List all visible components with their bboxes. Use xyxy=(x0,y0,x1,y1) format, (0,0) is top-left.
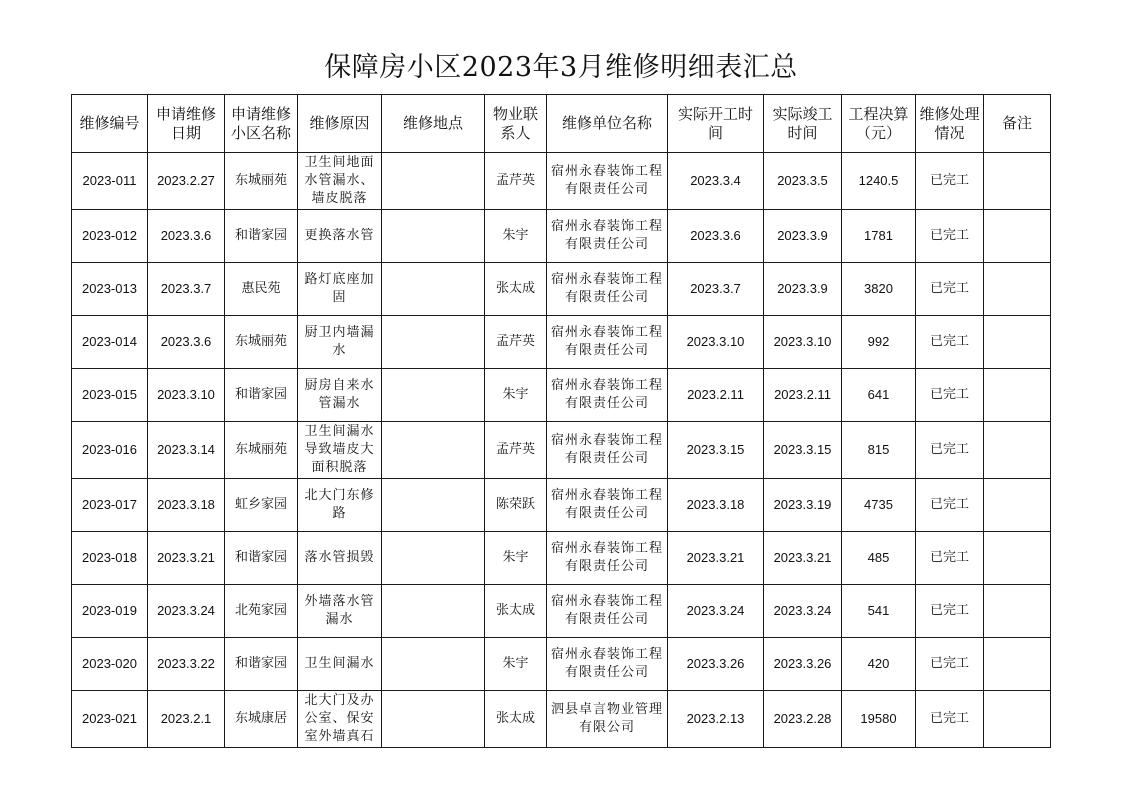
cell-community: 惠民苑 xyxy=(225,263,298,316)
table-body xyxy=(72,153,1051,748)
cell-contact: 朱宇 xyxy=(485,532,547,585)
cell-id: 2023-017 xyxy=(72,479,148,532)
cell-unit: 宿州永春装饰工程有限责任公司 xyxy=(547,316,668,369)
cell-note xyxy=(984,210,1051,263)
cell-location xyxy=(382,263,485,316)
cell-community: 和谐家园 xyxy=(225,532,298,585)
cell-status: 已完工 xyxy=(916,369,984,422)
cell-status: 已完工 xyxy=(916,422,984,479)
cell-unit: 泗县卓言物业管理有限公司 xyxy=(547,691,668,748)
cell-apply-date: 2023.3.21 xyxy=(148,532,225,585)
cell-apply-date: 2023.3.18 xyxy=(148,479,225,532)
cell-status: 已完工 xyxy=(916,479,984,532)
cell-apply-date: 2023.3.10 xyxy=(148,369,225,422)
cell-contact: 朱宇 xyxy=(485,210,547,263)
cell-cost: 3820 xyxy=(842,263,916,316)
cell-status: 已完工 xyxy=(916,585,984,638)
cell-start: 2023.3.7 xyxy=(668,263,764,316)
cell-community: 东城丽苑 xyxy=(225,422,298,479)
cell-reason: 北大门及办公室、保安室外墙真石 xyxy=(298,691,382,748)
cell-start: 2023.3.10 xyxy=(668,316,764,369)
cell-status: 已完工 xyxy=(916,691,984,748)
cell-unit: 宿州永春装饰工程有限责任公司 xyxy=(547,638,668,691)
cell-reason: 北大门东修路 xyxy=(298,479,382,532)
cell-unit: 宿州永春装饰工程有限责任公司 xyxy=(547,422,668,479)
cell-apply-date: 2023.3.22 xyxy=(148,638,225,691)
cell-contact: 张太成 xyxy=(485,263,547,316)
table-row xyxy=(72,691,1051,748)
cell-reason: 外墙落水管漏水 xyxy=(298,585,382,638)
cell-cost: 815 xyxy=(842,422,916,479)
cell-location xyxy=(382,691,485,748)
cell-start: 2023.3.26 xyxy=(668,638,764,691)
cell-end: 2023.3.24 xyxy=(764,585,842,638)
cell-end: 2023.3.9 xyxy=(764,263,842,316)
header-cell-status: 维修处理情况 xyxy=(916,95,984,153)
cell-community: 东城康居 xyxy=(225,691,298,748)
cell-id: 2023-020 xyxy=(72,638,148,691)
cell-id: 2023-018 xyxy=(72,532,148,585)
header-cell-end: 实际竣工时间 xyxy=(764,95,842,153)
cell-unit: 宿州永春装饰工程有限责任公司 xyxy=(547,532,668,585)
cell-start: 2023.2.11 xyxy=(668,369,764,422)
maintenance-table xyxy=(71,94,1051,748)
cell-apply-date: 2023.3.14 xyxy=(148,422,225,479)
cell-note xyxy=(984,638,1051,691)
cell-id: 2023-014 xyxy=(72,316,148,369)
header-cell-start: 实际开工时间 xyxy=(668,95,764,153)
header-cell-unit: 维修单位名称 xyxy=(547,95,668,153)
cell-contact: 孟芹英 xyxy=(485,153,547,210)
cell-start: 2023.3.15 xyxy=(668,422,764,479)
cell-id: 2023-013 xyxy=(72,263,148,316)
cell-reason: 落水管损毁 xyxy=(298,532,382,585)
cell-status: 已完工 xyxy=(916,153,984,210)
cell-reason: 卫生间漏水 xyxy=(298,638,382,691)
cell-contact: 张太成 xyxy=(485,585,547,638)
table-row xyxy=(72,585,1051,638)
cell-end: 2023.3.15 xyxy=(764,422,842,479)
cell-cost: 420 xyxy=(842,638,916,691)
cell-unit: 宿州永春装饰工程有限责任公司 xyxy=(547,210,668,263)
cell-cost: 4735 xyxy=(842,479,916,532)
cell-note xyxy=(984,532,1051,585)
cell-end: 2023.2.28 xyxy=(764,691,842,748)
cell-end: 2023.3.26 xyxy=(764,638,842,691)
cell-unit: 宿州永春装饰工程有限责任公司 xyxy=(547,263,668,316)
table-row xyxy=(72,263,1051,316)
cell-location xyxy=(382,369,485,422)
cell-note xyxy=(984,369,1051,422)
cell-end: 2023.3.21 xyxy=(764,532,842,585)
cell-unit: 宿州永春装饰工程有限责任公司 xyxy=(547,369,668,422)
cell-contact: 孟芹英 xyxy=(485,316,547,369)
cell-id: 2023-016 xyxy=(72,422,148,479)
cell-id: 2023-011 xyxy=(72,153,148,210)
header-cell-apply-date: 申请维修日期 xyxy=(148,95,225,153)
cell-community: 和谐家园 xyxy=(225,369,298,422)
cell-contact: 张太成 xyxy=(485,691,547,748)
cell-community: 虹乡家园 xyxy=(225,479,298,532)
cell-location xyxy=(382,210,485,263)
cell-cost: 19580 xyxy=(842,691,916,748)
cell-unit: 宿州永春装饰工程有限责任公司 xyxy=(547,153,668,210)
cell-note xyxy=(984,153,1051,210)
cell-end: 2023.3.10 xyxy=(764,316,842,369)
cell-end: 2023.3.5 xyxy=(764,153,842,210)
cell-id: 2023-019 xyxy=(72,585,148,638)
cell-cost: 1781 xyxy=(842,210,916,263)
cell-cost: 641 xyxy=(842,369,916,422)
cell-community: 北苑家园 xyxy=(225,585,298,638)
cell-apply-date: 2023.3.7 xyxy=(148,263,225,316)
cell-start: 2023.3.4 xyxy=(668,153,764,210)
cell-reason: 卫生间地面水管漏水、墙皮脱落 xyxy=(298,153,382,210)
table-row xyxy=(72,422,1051,479)
header-cell-id: 维修编号 xyxy=(72,95,148,153)
cell-apply-date: 2023.3.6 xyxy=(148,210,225,263)
cell-note xyxy=(984,479,1051,532)
cell-cost: 485 xyxy=(842,532,916,585)
cell-status: 已完工 xyxy=(916,210,984,263)
cell-reason: 更换落水管 xyxy=(298,210,382,263)
cell-note xyxy=(984,422,1051,479)
cell-apply-date: 2023.3.24 xyxy=(148,585,225,638)
cell-note xyxy=(984,316,1051,369)
cell-reason: 厨卫内墙漏水 xyxy=(298,316,382,369)
table-row xyxy=(72,638,1051,691)
cell-location xyxy=(382,532,485,585)
cell-id: 2023-021 xyxy=(72,691,148,748)
cell-contact: 朱宇 xyxy=(485,369,547,422)
cell-end: 2023.2.11 xyxy=(764,369,842,422)
cell-cost: 541 xyxy=(842,585,916,638)
cell-end: 2023.3.19 xyxy=(764,479,842,532)
cell-community: 和谐家园 xyxy=(225,638,298,691)
table-row xyxy=(72,210,1051,263)
cell-location xyxy=(382,585,485,638)
cell-contact: 陈荣跃 xyxy=(485,479,547,532)
cell-note xyxy=(984,263,1051,316)
cell-status: 已完工 xyxy=(916,263,984,316)
cell-status: 已完工 xyxy=(916,316,984,369)
cell-end: 2023.3.9 xyxy=(764,210,842,263)
cell-cost: 1240.5 xyxy=(842,153,916,210)
header-cell-location: 维修地点 xyxy=(382,95,485,153)
cell-location xyxy=(382,316,485,369)
cell-note xyxy=(984,691,1051,748)
cell-start: 2023.2.13 xyxy=(668,691,764,748)
cell-unit: 宿州永春装饰工程有限责任公司 xyxy=(547,585,668,638)
cell-location xyxy=(382,422,485,479)
document-title: 保障房小区2023年3月维修明细表汇总 xyxy=(324,52,798,83)
cell-start: 2023.3.24 xyxy=(668,585,764,638)
cell-start: 2023.3.6 xyxy=(668,210,764,263)
table-row xyxy=(72,153,1051,210)
header-cell-note: 备注 xyxy=(984,95,1051,153)
header-cell-community: 申请维修小区名称 xyxy=(225,95,298,153)
cell-community: 东城丽苑 xyxy=(225,316,298,369)
cell-location xyxy=(382,638,485,691)
cell-status: 已完工 xyxy=(916,638,984,691)
table-row xyxy=(72,532,1051,585)
cell-start: 2023.3.18 xyxy=(668,479,764,532)
cell-reason: 卫生间漏水导致墙皮大面积脱落 xyxy=(298,422,382,479)
table-row xyxy=(72,369,1051,422)
cell-contact: 孟芹英 xyxy=(485,422,547,479)
cell-apply-date: 2023.2.27 xyxy=(148,153,225,210)
cell-location xyxy=(382,479,485,532)
cell-reason: 路灯底座加固 xyxy=(298,263,382,316)
header-cell-reason: 维修原因 xyxy=(298,95,382,153)
header-cell-cost: 工程决算（元） xyxy=(842,95,916,153)
header-row xyxy=(72,95,1051,153)
table-row xyxy=(72,479,1051,532)
cell-status: 已完工 xyxy=(916,532,984,585)
cell-location xyxy=(382,153,485,210)
cell-community: 东城丽苑 xyxy=(225,153,298,210)
cell-id: 2023-015 xyxy=(72,369,148,422)
cell-reason: 厨房自来水管漏水 xyxy=(298,369,382,422)
cell-apply-date: 2023.3.6 xyxy=(148,316,225,369)
cell-unit: 宿州永春装饰工程有限责任公司 xyxy=(547,479,668,532)
cell-contact: 朱宇 xyxy=(485,638,547,691)
cell-start: 2023.3.21 xyxy=(668,532,764,585)
cell-note xyxy=(984,585,1051,638)
cell-apply-date: 2023.2.1 xyxy=(148,691,225,748)
cell-community: 和谐家园 xyxy=(225,210,298,263)
cell-id: 2023-012 xyxy=(72,210,148,263)
cell-cost: 992 xyxy=(842,316,916,369)
header-cell-contact: 物业联系人 xyxy=(485,95,547,153)
table-row xyxy=(72,316,1051,369)
